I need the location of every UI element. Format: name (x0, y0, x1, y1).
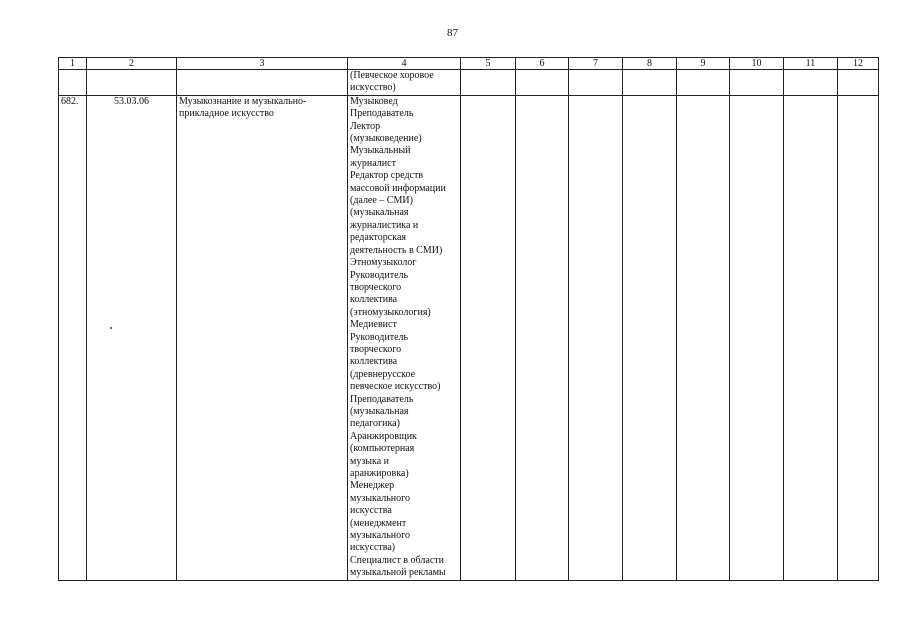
qualification-line: (менеджмент (350, 517, 407, 529)
qualification-line: педагогика) (350, 418, 400, 430)
page-number: 87 (447, 27, 458, 39)
cell (784, 70, 838, 96)
qualification-line: Музыкальный (350, 145, 411, 157)
column-header-2: 2 (87, 58, 177, 70)
qualification-line: массовой информации (350, 182, 446, 194)
qualification-line: Лектор (350, 120, 381, 132)
qualification-line: искусства (350, 505, 392, 517)
text-line: (Певческое хоровое (350, 70, 434, 81)
qualification-line: музыкальной рекламы (350, 567, 446, 579)
qualification-line: Преподаватель (350, 393, 414, 405)
table-row-682 (59, 95, 879, 580)
text-line: прикладное искусство (179, 108, 274, 120)
cell (784, 95, 838, 580)
qualification-line: редакторская (350, 232, 406, 244)
qualification-line: коллектива (350, 294, 398, 306)
qualification-line: (музыкальная (350, 207, 409, 219)
cell (623, 95, 677, 580)
cell (838, 70, 879, 96)
qualification-line: журналист (350, 157, 396, 169)
qualification-line: музыкального (350, 492, 410, 504)
qualification-line: творческого (350, 281, 402, 293)
qualification-cell (348, 95, 461, 580)
qualification-line: (этномузыкология) (350, 306, 431, 318)
cell (516, 95, 569, 580)
qualification-line: музыкального (350, 530, 410, 542)
stray-mark (110, 327, 112, 329)
qualification-line: Медиевист (350, 319, 397, 331)
cell (677, 95, 730, 580)
qualification-line: Специалист в области (350, 554, 444, 566)
column-header-1: 1 (59, 58, 87, 70)
column-header-8: 8 (623, 58, 677, 70)
qualification-line: коллектива (350, 356, 398, 368)
qualification-line: Руководитель (350, 331, 409, 343)
qualification-line: (музыкальная (350, 405, 409, 417)
specialty-name-cell (177, 95, 348, 580)
qualification-line: искусства) (350, 542, 396, 554)
qualification-line: аранжировка) (350, 468, 409, 479)
row-number-cell: 682. (59, 95, 87, 580)
cell (730, 70, 784, 96)
column-header-9: 9 (677, 58, 730, 70)
qualification-line: (компьютерная (350, 443, 415, 455)
cell (516, 70, 569, 96)
column-header-4: 4 (348, 58, 461, 70)
qualification-line: Этномузыколог (350, 257, 417, 269)
cell (87, 70, 177, 96)
cell (569, 70, 623, 96)
qualification-line: деятельность в СМИ) (350, 244, 443, 256)
text-line: искусство) (350, 82, 396, 94)
column-header-5: 5 (461, 58, 516, 70)
qualification-line: Менеджер (350, 480, 395, 492)
text-line: Музыкознание и музыкально- (179, 95, 307, 107)
column-header-10: 10 (730, 58, 784, 70)
qualification-line: творческого (350, 343, 402, 355)
column-header-11: 11 (784, 58, 838, 70)
cell (461, 70, 516, 96)
qualification-line: Редактор средств (350, 170, 424, 182)
qualification-line: (музыковедение) (350, 133, 422, 145)
column-header-7: 7 (569, 58, 623, 70)
qualification-line: певческое искусство) (350, 381, 441, 393)
cell (623, 70, 677, 96)
continuation-qualification-cell (348, 70, 461, 96)
cell (461, 95, 516, 580)
column-header-6: 6 (516, 58, 569, 70)
qualification-line: журналистика и (350, 219, 419, 231)
cell (59, 70, 87, 96)
qualification-line: Руководитель (350, 269, 409, 281)
qualification-line: (далее – СМИ) (350, 195, 413, 207)
column-header-12: 12 (838, 58, 879, 70)
code-cell: 53.03.06 (87, 95, 177, 580)
table-header-row (59, 58, 879, 70)
qualification-line: музыка и (350, 455, 389, 467)
cell (677, 70, 730, 96)
cell (569, 95, 623, 580)
qualification-line: Музыковед (350, 95, 398, 107)
qualification-line: Преподаватель (350, 108, 414, 120)
document-table (58, 57, 879, 581)
column-header-3: 3 (177, 58, 348, 70)
qualification-line: (древнерусское (350, 368, 416, 380)
table-row-continuation (59, 70, 879, 96)
cell (730, 95, 784, 580)
qualification-line: Аранжировщик (350, 430, 417, 442)
cell (838, 95, 879, 580)
cell (177, 70, 348, 96)
